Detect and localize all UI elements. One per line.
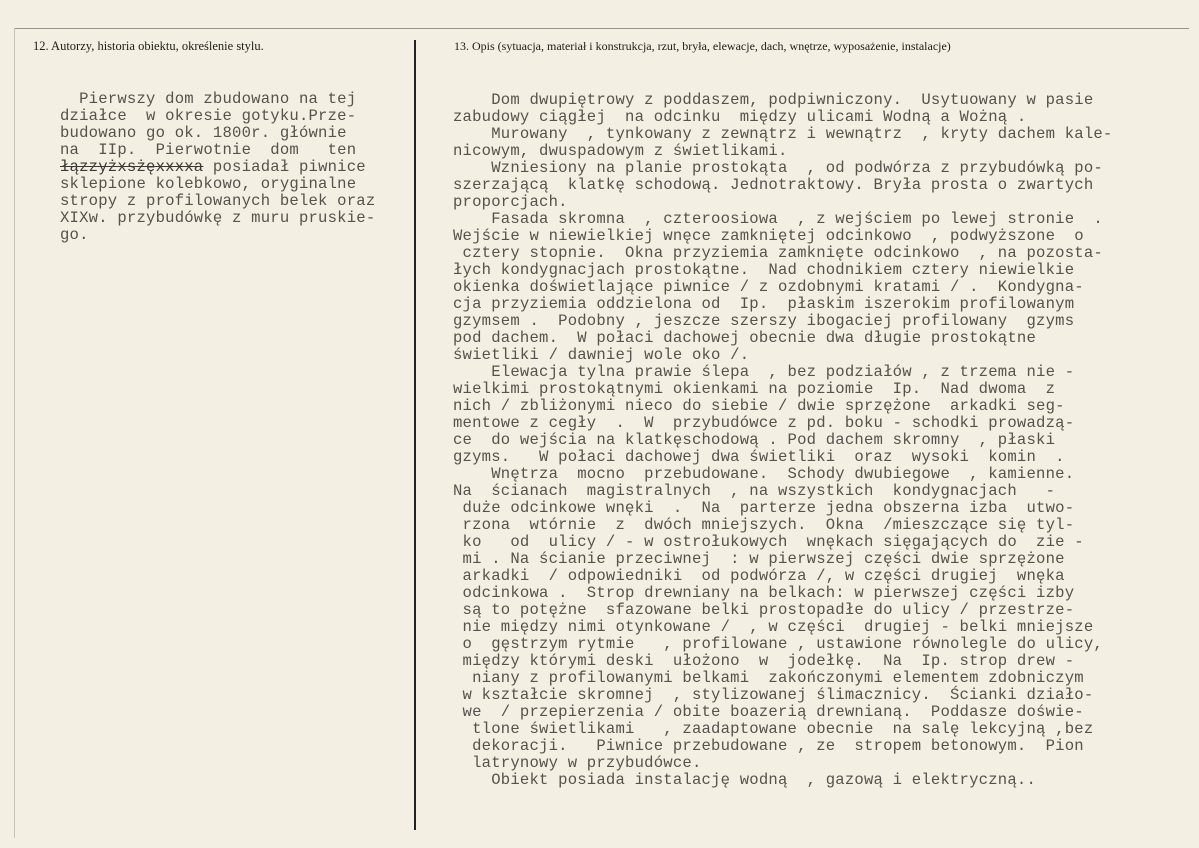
struck-out-text: łązzyżxsżęxxxxa: [60, 158, 204, 176]
description-line: duże odcinkowe wnęki . Na parterze jedna obszerna izba utwo-: [453, 499, 1075, 517]
description-line: Wnętrza mocno przebudowane. Schody dwubiegowe , kamienne.: [453, 465, 1075, 483]
description-line: pod dachem. W połaci dachowej obecnie dwa długie prostokątne: [453, 329, 1037, 347]
history-line: działce w okresie gotyku.Prze-: [60, 107, 357, 125]
history-line-struck-out: łązzyżxsżęxxxxa posiadał piwnice: [60, 158, 366, 176]
page-left-border: [14, 28, 15, 838]
description-line: cztery stopnie. Okna przyziemia zamknięte odcinkowo , na pozosta-: [453, 244, 1103, 262]
description-line: arkadki / odpowiedniki od podwórza /, w części drugiej wnęka: [453, 567, 1065, 585]
description-line: Elewacja tylna prawie ślepa , bez podziałów , z trzema nie -: [453, 363, 1075, 381]
description-line: nie między nimi otynkowane / , w części drugiej - belki mniejsze: [453, 618, 1094, 636]
description-line: ce do wejścia na klatkęschodową . Pod dachem skromny , płaski: [453, 431, 1056, 449]
description-line: gzymsem . Podobny , jeszcze szerszy ibogaciej profilowany gzyms: [453, 312, 1075, 330]
history-line: stropy z profilowanych belek oraz: [60, 192, 376, 210]
description-line: Na ścianach magistralnych , na wszystkich kondygnacjach -: [453, 482, 1056, 500]
column-divider: [414, 40, 416, 830]
description-line: ko od ulicy / - w ostrołukowych wnękach sięgających do zie -: [453, 533, 1084, 551]
description-line: we / przepierzenia / obite boazerią drewnianą. Poddasze doświe-: [453, 703, 1084, 721]
description-line: w kształcie skromnej , stylizowanej ślimacznicy. Ścianki działo-: [453, 686, 1094, 704]
description-line: tlone świetlikami , zaadaptowane obecnie na salę lekcyjną ,bez: [453, 720, 1094, 738]
description-line: między którymi deski ułożono w jodełkę. Na Ip. strop drew -: [453, 652, 1075, 670]
description-line: nich / zbliżonymi nieco do siebie / dwie sprzężone arkadki seg-: [453, 397, 1065, 415]
history-line: XIXw. przybudówkę z muru pruskie-: [60, 209, 376, 227]
description-line: odcinkowa . Strop drewniany na belkach: w pierwszej części izby: [453, 584, 1075, 602]
description-line: Wzniesiony na planie prostokąta , od podwórza z przybudówką po-: [453, 159, 1103, 177]
description-line: dekoracji. Piwnice przebudowane , ze stropem betonowym. Pion: [453, 737, 1084, 755]
description-line: Wejście w niewielkiej wnęce zamkniętej odcinkowo , podwyższone o: [453, 227, 1084, 245]
description-line: szerzającą klatkę schodową. Jednotraktowy. Bryła prosta o zwartych: [453, 176, 1094, 194]
description-line: proporcjach.: [453, 193, 568, 211]
history-text-block: [60, 91, 375, 244]
history-line: Pierwszy dom zbudowano na tej: [60, 90, 357, 108]
description-line: Obiekt posiada instalację wodną , gazową i elektryczną..: [453, 771, 1037, 789]
section-12-heading: 12. Autorzy, historia obiektu, określenie stylu.: [33, 39, 264, 53]
description-line: niany z profilowanymi belkami zakończonymi elementem zdobniczym: [453, 669, 1084, 687]
description-text-block: [453, 92, 1113, 789]
description-line: okienka doświetlające piwnice / z ozdobnymi kratami / . Kondygna-: [453, 278, 1084, 296]
history-line: budowano go ok. 1800r. głównie: [60, 124, 347, 142]
description-line: łych kondygnacjach prostokątne. Nad chodnikiem cztery niewielkie: [453, 261, 1075, 279]
history-line: sklepione kolebkowo, oryginalne: [60, 175, 357, 193]
description-line: gzyms. W połaci dachowej dwa świetliki oraz wysoki komin .: [453, 448, 1065, 466]
description-line: Murowany , tynkowany z zewnątrz i wewnątrz , kryty dachem kale-: [453, 125, 1113, 143]
description-line: latrynowy w przybudówce.: [453, 754, 702, 772]
description-line: mi . Na ścianie przeciwnej : w pierwszej części dwie sprzężone: [453, 550, 1065, 568]
description-line: nicowym, dwuspadowym z świetlikami.: [453, 142, 788, 160]
description-line: rzona wtórnie z dwóch mniejszych. Okna /mieszczące się tyl-: [453, 516, 1075, 534]
description-line: wielkimi prostokątnymi okienkami na poziomie Ip. Nad dwoma z: [453, 380, 1056, 398]
page-top-border: [14, 28, 1189, 29]
description-line: mentowe z cegły . W przybudówce z pd. boku - schodki prowadzą-: [453, 414, 1075, 432]
description-line: zabudowy ciągłej na odcinku między ulicami Wodną a Wożną .: [453, 108, 1027, 126]
history-line: na IIp. Pierwotnie dom ten: [60, 141, 357, 159]
section-13-heading: 13. Opis (sytuacja, materiał i konstrukcja, rzut, bryła, elewacje, dach, wnętrze, wyposażenie, instalacje): [454, 39, 951, 53]
description-line: Dom dwupiętrowy z poddaszem, podpiwniczony. Usytuowany w pasie: [453, 91, 1094, 109]
description-line: są to potężne sfazowane belki prostopadłe do ulicy / przestrze-: [453, 601, 1075, 619]
history-line: go.: [60, 226, 89, 244]
description-line: cja przyziemia oddzielona od Ip. płaskim iszerokim profilowanym: [453, 295, 1075, 313]
description-line: o gęstrzym rytmie , profilowane , ustawione równolegle do ulicy,: [453, 635, 1103, 653]
description-line: Fasada skromna , czteroosiowa , z wejściem po lewej stronie .: [453, 210, 1103, 228]
description-line: świetliki / dawniej wole oko /.: [453, 346, 750, 364]
